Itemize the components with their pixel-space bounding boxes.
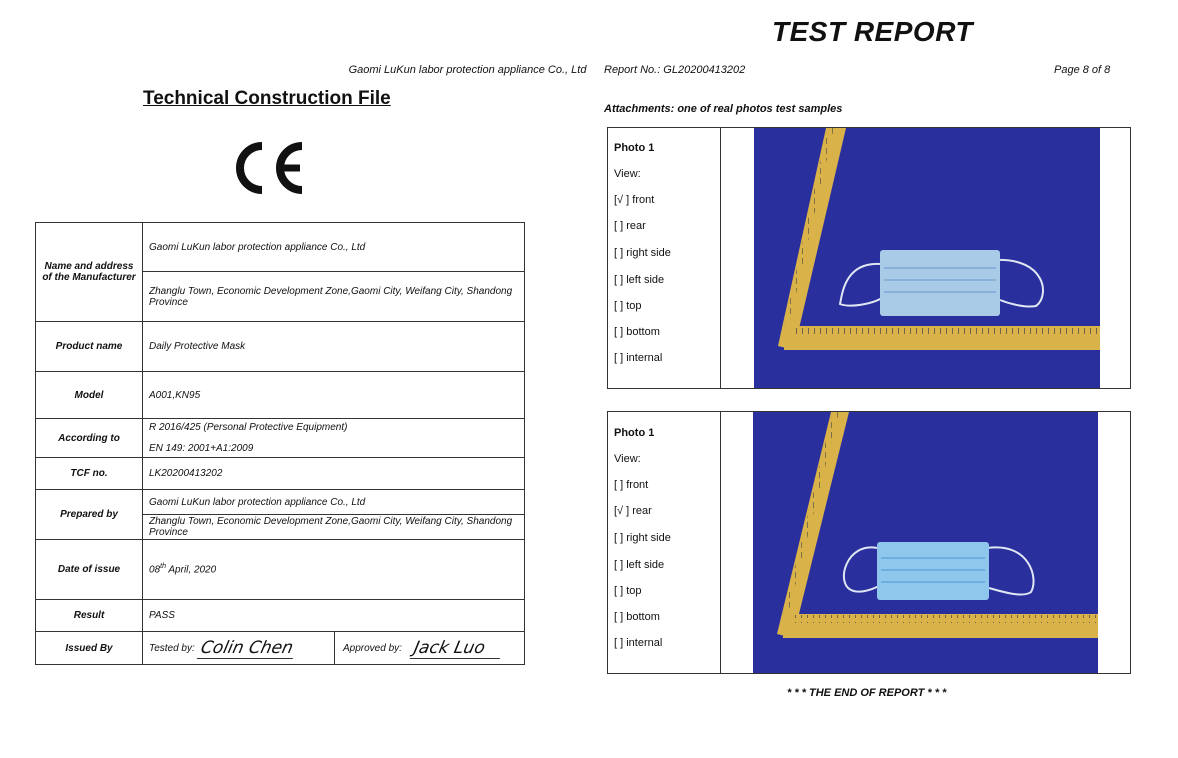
view-option-bottom: [ ] bottom: [614, 326, 660, 338]
tested-cell: [143, 632, 335, 664]
view-option-rear: [ ] rear: [614, 220, 646, 232]
manufacturer-label: Name and address of the Manufacturer: [36, 223, 143, 322]
issued-label: Issued By: [36, 632, 143, 665]
document-title: Technical Construction File: [143, 88, 391, 109]
view-option-left: [ ] left side: [614, 559, 665, 571]
tested-label: Tested by:: [149, 642, 195, 654]
according-regulation: R 2016/425 (Personal Protective Equipment): [149, 422, 348, 433]
ce-mark-logo: [230, 140, 306, 196]
photo-title: Photo 1: [614, 427, 655, 439]
company-header: Gaomi LuKun labor protection appliance Co., Ltd: [348, 64, 587, 76]
prepared-name: Gaomi LuKun labor protection appliance Co., Ltd: [143, 490, 525, 515]
prepared-label: Prepared by: [36, 490, 143, 540]
tested-signature: Colin Chen: [197, 638, 297, 659]
view-option-internal: [ ] internal: [614, 352, 663, 364]
approved-label: Approved by:: [343, 642, 402, 654]
view-label: View:: [614, 168, 641, 180]
product-value: Daily Protective Mask: [143, 322, 525, 372]
model-value: A001,KN95: [143, 372, 525, 419]
according-standard: EN 149: 2001+A1:2009: [149, 443, 254, 454]
date-day: 08: [149, 564, 161, 576]
photo-box-front: [607, 127, 1131, 389]
model-label: Model: [36, 372, 143, 419]
approved-cell: [335, 632, 524, 664]
date-suffix: th: [160, 563, 166, 571]
view-option-top: [ ] top: [614, 300, 642, 312]
according-value: [143, 419, 525, 458]
view-option-right: [ ] right side: [614, 532, 671, 544]
mask-front-photo: [754, 128, 1100, 388]
according-label: According to: [36, 419, 143, 458]
view-option-right: [ ] right side: [614, 247, 671, 259]
result-value: PASS: [143, 600, 525, 632]
result-label: Result: [36, 600, 143, 632]
page-number: Page 8 of 8: [1054, 64, 1111, 76]
view-option-bottom: [ ] bottom: [614, 611, 660, 623]
view-option-front: [√ ] front: [614, 194, 655, 206]
attachments-heading: Attachments: one of real photos test samples: [604, 103, 843, 115]
approved-signature: Jack Luo: [410, 638, 504, 659]
tcf-table: [35, 222, 525, 665]
mask-rear-photo: [753, 412, 1098, 673]
photo-caption-panel: [608, 412, 721, 673]
tcf-value: LK20200413202: [143, 458, 525, 490]
view-option-internal: [ ] internal: [614, 637, 663, 649]
manufacturer-address: Zhanglu Town, Economic Development Zone,Gaomi City, Weifang City, Shandong Province: [143, 272, 525, 322]
view-option-rear: [√ ] rear: [614, 505, 652, 517]
report-number: Report No.: GL20200413202: [604, 64, 746, 76]
view-option-top: [ ] top: [614, 585, 642, 597]
photo-title: Photo 1: [614, 142, 655, 154]
date-value: [143, 540, 525, 600]
photo-caption-panel: [608, 128, 721, 388]
date-rest: April, 2020: [165, 564, 217, 576]
date-label: Date of issue: [36, 540, 143, 600]
photo-box-rear: [607, 411, 1131, 674]
manufacturer-name: Gaomi LuKun labor protection appliance Co., Ltd: [143, 223, 525, 272]
view-option-front: [ ] front: [614, 479, 649, 491]
view-option-left: [ ] left side: [614, 274, 665, 286]
product-label: Product name: [36, 322, 143, 372]
issued-value: [143, 632, 525, 665]
report-title: TEST REPORT: [772, 16, 974, 47]
view-label: View:: [614, 453, 641, 465]
tcf-label: TCF no.: [36, 458, 143, 490]
prepared-address: Zhanglu Town, Economic Development Zone,Gaomi City, Weifang City, Shandong Province: [143, 515, 525, 540]
